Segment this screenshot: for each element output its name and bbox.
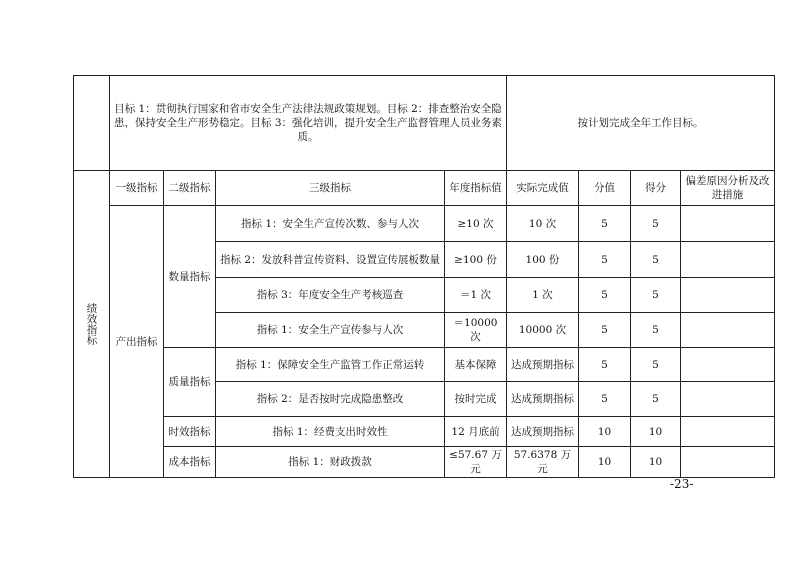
row-actual: 57.6378 万元 — [507, 447, 579, 478]
row-indicator: 指标 1：财政拨款 — [216, 447, 445, 478]
page-number: -23- — [670, 477, 694, 491]
row-value: 5 — [579, 313, 631, 348]
row-value: 5 — [579, 206, 631, 242]
row-score: 5 — [631, 206, 681, 242]
row-score: 5 — [631, 313, 681, 348]
row-indicator: 指标 1：保障安全生产监管工作正常运转 — [216, 348, 445, 382]
header-annual-target: 年度指标值 — [445, 171, 507, 206]
row-note — [681, 278, 775, 313]
row-indicator: 指标 1：经费支出时效性 — [216, 417, 445, 447]
row-actual: 达成预期指标 — [507, 417, 579, 447]
row-target: ≥10 次 — [445, 206, 507, 242]
row-actual: 100 份 — [507, 242, 579, 278]
row-actual: 达成预期指标 — [507, 348, 579, 382]
row-note — [681, 242, 775, 278]
row-value: 10 — [579, 417, 631, 447]
group-quality: 质量指标 — [164, 348, 216, 417]
row-note — [681, 348, 775, 382]
table-row — [74, 447, 775, 478]
row-indicator: 指标 1：安全生产宣传参与人次 — [216, 313, 445, 348]
group-quantity: 数量指标 — [164, 206, 216, 348]
row-score: 5 — [631, 278, 681, 313]
row-value: 10 — [579, 447, 631, 478]
row-value: 5 — [579, 382, 631, 417]
row-target: ≤57.67 万元 — [445, 447, 507, 478]
header-level1: 一级指标 — [110, 171, 164, 206]
row-note — [681, 206, 775, 242]
row-indicator: 指标 1：安全生产宣传次数、参与人次 — [216, 206, 445, 242]
row-score: 10 — [631, 447, 681, 478]
row-target: 12 月底前 — [445, 417, 507, 447]
row-note — [681, 382, 775, 417]
group-cost: 成本指标 — [164, 447, 216, 478]
performance-table — [73, 75, 775, 478]
row-note — [681, 313, 775, 348]
row-target: ＝10000 次 — [445, 313, 507, 348]
goal-description: 目标 1：贯彻执行国家和省市安全生产法律法规政策规划。目标 2：排查整治安全隐患，保持安全生产形势稳定。目标 3：强化培训，提升安全生产监督管理人员业务素质。 — [110, 76, 507, 171]
row-actual: 10 次 — [507, 206, 579, 242]
row-note — [681, 417, 775, 447]
row-actual: 1 次 — [507, 278, 579, 313]
row-target: 基本保障 — [445, 348, 507, 382]
group-timeliness: 时效指标 — [164, 417, 216, 447]
row-target: 按时完成 — [445, 382, 507, 417]
row-score: 5 — [631, 242, 681, 278]
row-actual: 达成预期指标 — [507, 382, 579, 417]
row-score: 10 — [631, 417, 681, 447]
header-actual: 实际完成值 — [507, 171, 579, 206]
header-deviation: 偏差原因分析及改进措施 — [681, 171, 775, 206]
level1-output: 产出指标 — [110, 206, 164, 478]
header-score: 得分 — [631, 171, 681, 206]
row-indicator: 指标 2：是否按时完成隐患整改 — [216, 382, 445, 417]
row-indicator: 指标 3：年度安全生产考核巡查 — [216, 278, 445, 313]
header-score-value: 分值 — [579, 171, 631, 206]
goal-row — [74, 76, 775, 171]
table-row — [74, 348, 775, 382]
row-value: 5 — [579, 278, 631, 313]
row-target: ≥100 份 — [445, 242, 507, 278]
row-indicator: 指标 2：发放科普宣传资料、设置宣传展板数量 — [216, 242, 445, 278]
row-value: 5 — [579, 242, 631, 278]
goal-blank-cell — [74, 76, 110, 171]
header-row — [74, 171, 775, 206]
row-value: 5 — [579, 348, 631, 382]
row-score: 5 — [631, 382, 681, 417]
row-actual: 10000 次 — [507, 313, 579, 348]
goal-plan-completion: 按计划完成全年工作目标。 — [507, 76, 775, 171]
header-level3: 三级指标 — [216, 171, 445, 206]
table-row — [74, 206, 775, 242]
row-target: ＝1 次 — [445, 278, 507, 313]
row-note — [681, 447, 775, 478]
side-label-performance: 绩效指标 — [74, 171, 110, 478]
row-score: 5 — [631, 348, 681, 382]
header-level2: 二级指标 — [164, 171, 216, 206]
table-row — [74, 417, 775, 447]
